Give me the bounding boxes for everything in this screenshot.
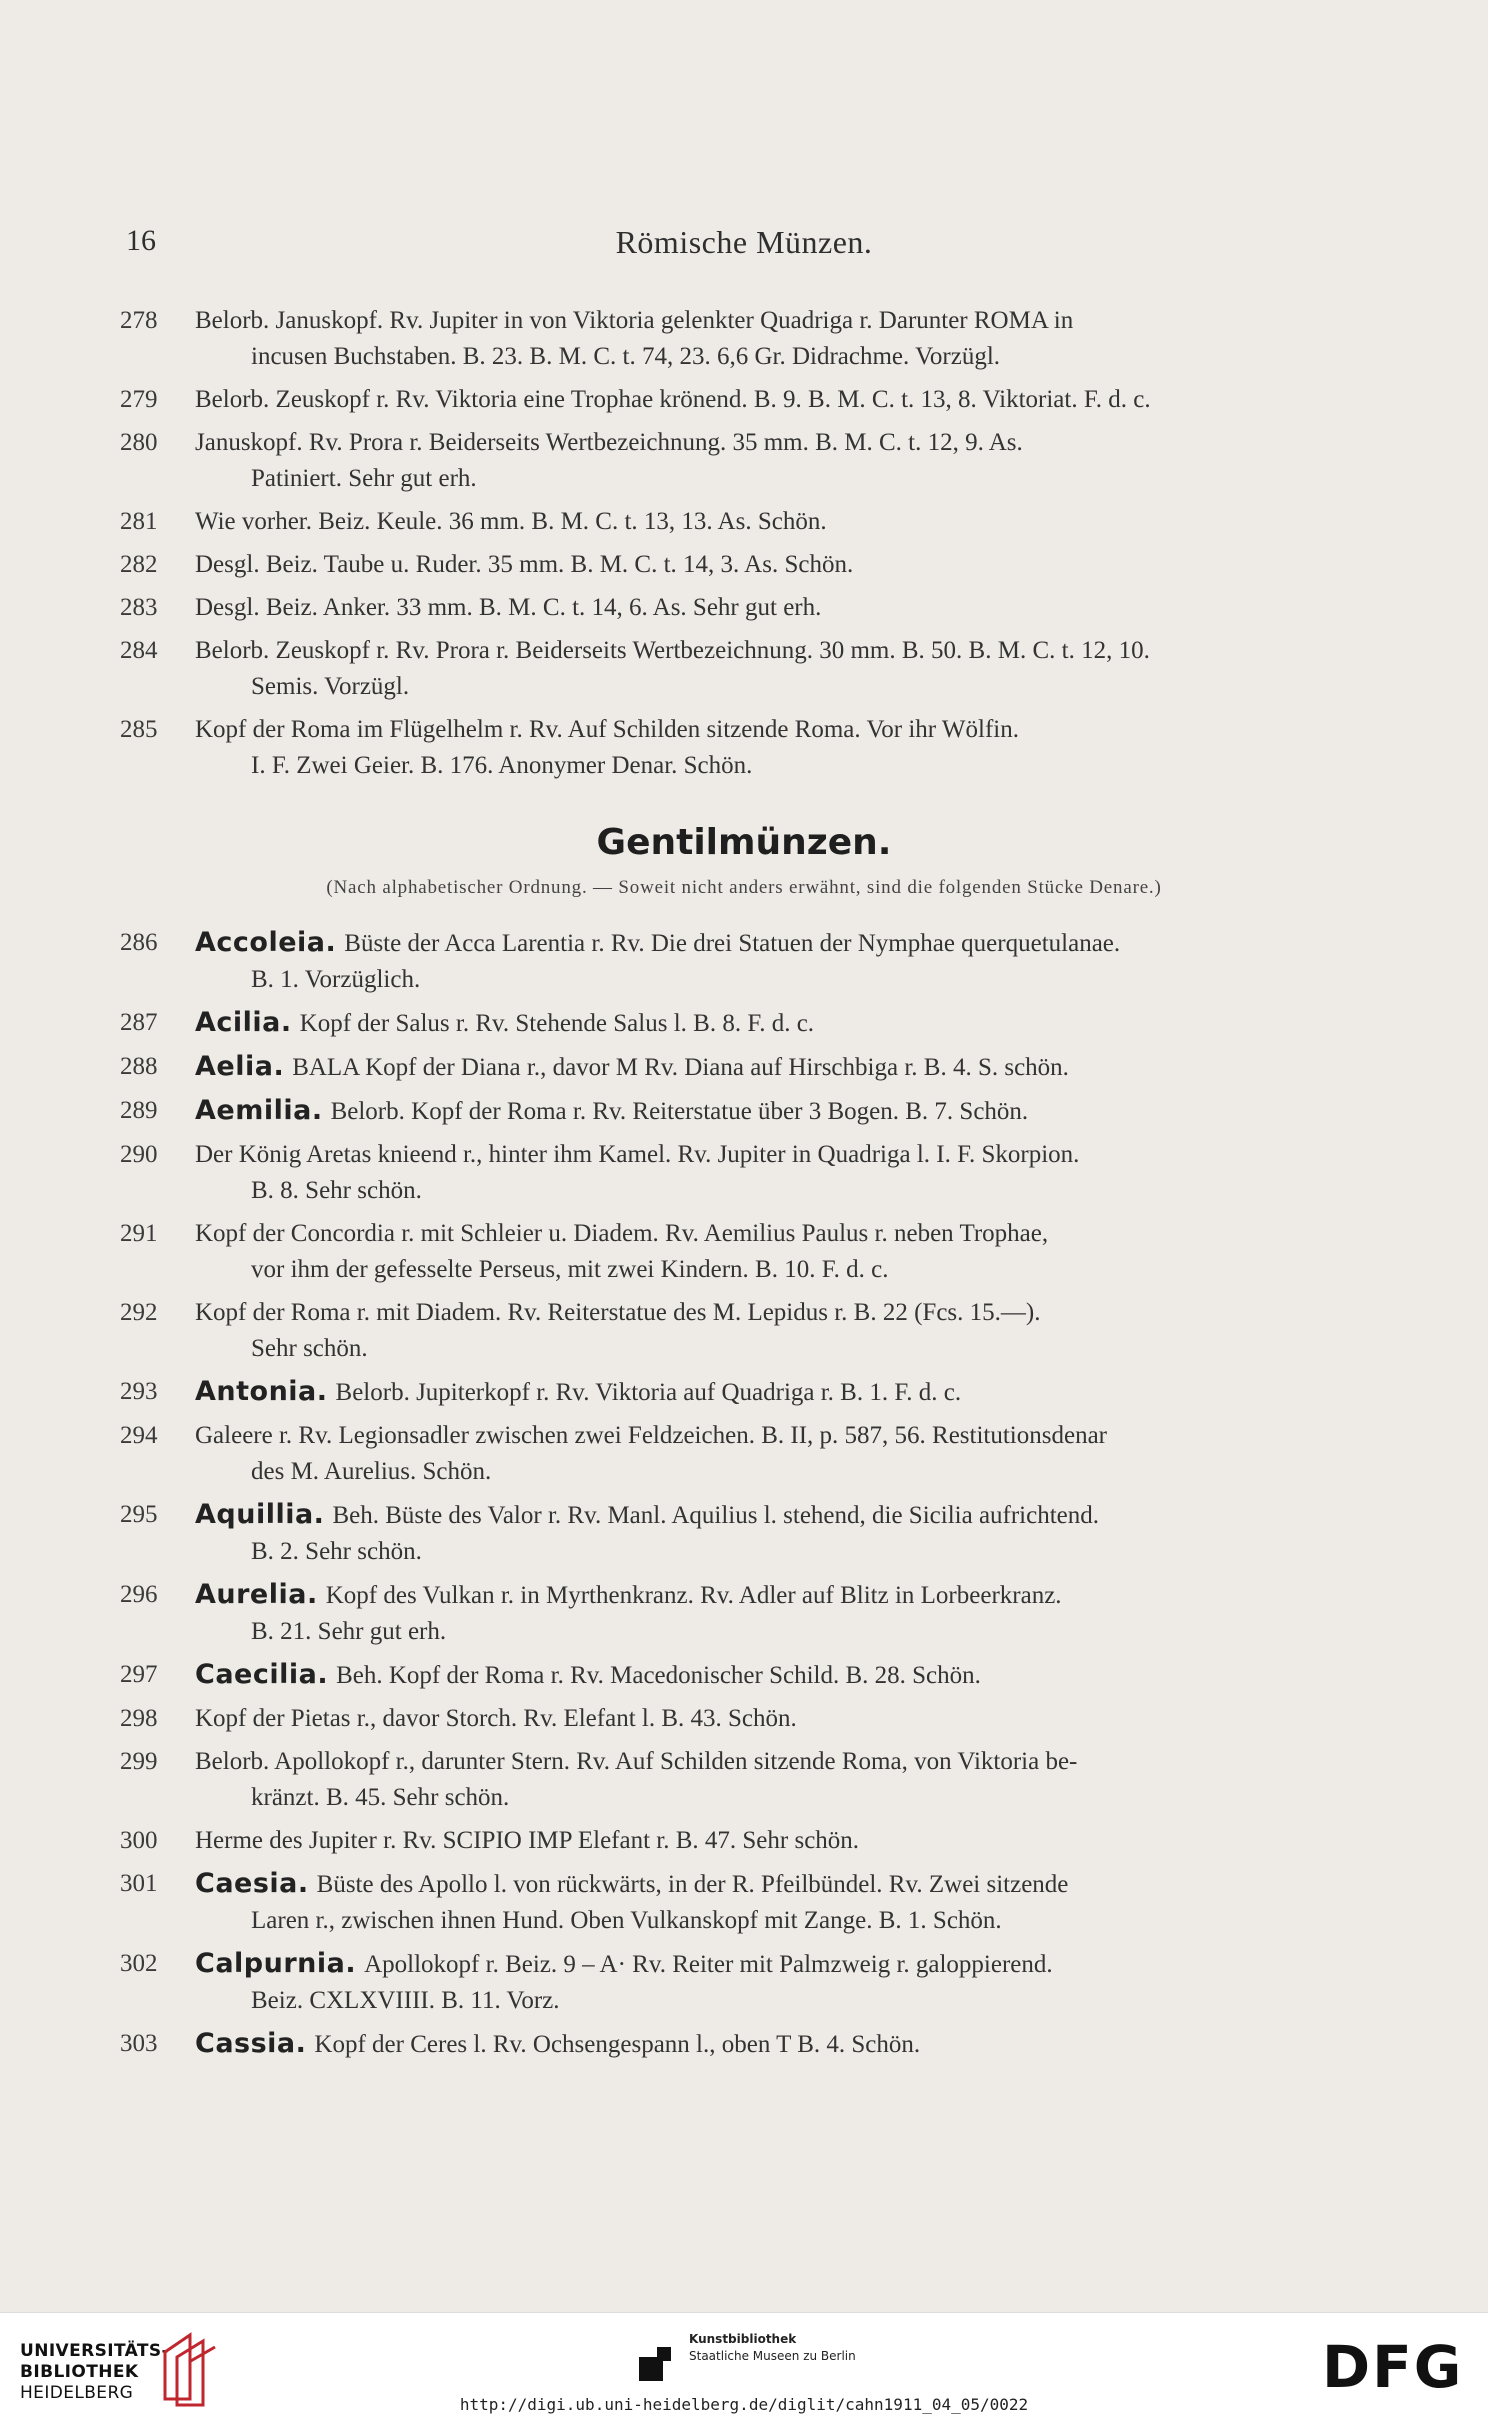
- entry-line: [195, 307, 1073, 334]
- entry-line-text: Beiz. CXLXVIIII. B. 11. Vorz.: [251, 1987, 560, 2014]
- entry-line: [195, 1220, 1048, 1247]
- entry-number: 288: [120, 1053, 158, 1080]
- entry-text: [195, 1049, 1385, 1086]
- entry-line-text: Kopf der Concordia r. mit Schleier u. Diadem. Rv. Aemilius Paulus r. neben Trophae,: [195, 1220, 1049, 1247]
- catalog-entry: [120, 712, 1385, 784]
- entry-number: 294: [120, 1422, 158, 1449]
- entry-line: [195, 716, 1019, 743]
- entry-line-text: Januskopf. Rv. Prora r. Beiderseits Wertbezeichnung. 35 mm. B. M. C. t. 12, 9. As.: [195, 429, 1023, 456]
- entry-line: [195, 637, 1150, 664]
- catalog-entry: [120, 2026, 1385, 2063]
- entry-line: [195, 1579, 1062, 1610]
- entry-line-text: Desgl. Beiz. Taube u. Ruder. 35 mm. B. M. C. t. 14, 3. As. Schön.: [195, 551, 854, 578]
- entry-line: [195, 927, 1121, 958]
- catalog-entry: [120, 1701, 1385, 1737]
- entry-number: 290: [120, 1141, 158, 1168]
- entry-line: [195, 386, 1151, 413]
- entry-line: [195, 551, 853, 578]
- entry-line-text: B. 1. Vorzüglich.: [251, 966, 421, 993]
- entry-line-text: Der König Aretas knieend r., hinter ihm Kamel. Rv. Jupiter in Quadriga l. I. F. Skorpion.: [195, 1141, 1080, 1168]
- catalog-entry: [120, 1577, 1385, 1650]
- entry-line-text: I. F. Zwei Geier. B. 176. Anonymer Denar. Schön.: [251, 752, 753, 779]
- entry-number: 278: [120, 307, 158, 334]
- entry-number: 300: [120, 1827, 158, 1854]
- entry-line: [195, 1141, 1079, 1168]
- entry-line-text: kränzt. B. 45. Sehr schön.: [251, 1784, 510, 1811]
- catalog-entry: [120, 1497, 1385, 1570]
- ub-logo-line: BIBLIOTHEK: [20, 2362, 139, 2382]
- entry-text: [195, 590, 1385, 626]
- entry-line-text: Desgl. Beiz. Anker. 33 mm. B. M. C. t. 14, 6. As. Sehr gut erh.: [195, 594, 822, 621]
- entry-line-text: Wie vorher. Beiz. Keule. 36 mm. B. M. C. t. 13, 13. As. Schön.: [195, 508, 827, 535]
- family-name: Aelia.: [195, 1051, 285, 1082]
- entry-line: [195, 1659, 981, 1690]
- family-name: Caecilia.: [195, 1659, 329, 1690]
- entry-text: [195, 712, 1385, 784]
- entry-line-text: Beh. Büste des Valor r. Rv. Manl. Aquilius l. stehend, die Sicilia aufrichtend.: [332, 1502, 1100, 1529]
- family-name: Caesia.: [195, 1868, 309, 1899]
- entry-text: [195, 1093, 1385, 1130]
- catalog-entry: [120, 1093, 1385, 1130]
- entry-number: 297: [120, 1661, 158, 1688]
- catalog-entry: [120, 1137, 1385, 1209]
- entry-line-text: Kopf der Roma im Flügelhelm r. Rv. Auf Schilden sitzende Roma. Vor ihr Wölfin.: [195, 716, 1019, 743]
- entry-line: [195, 1948, 1053, 1979]
- entry-line-text: Büste des Apollo l. von rückwärts, in der R. Pfeilbündel. Rv. Zwei sitzende: [316, 1871, 1069, 1898]
- entry-line: [195, 1376, 962, 1407]
- entry-number: 289: [120, 1097, 158, 1124]
- catalog-list-gentile-coins: [120, 925, 1385, 2070]
- entry-number: 292: [120, 1299, 158, 1326]
- catalog-entry: [120, 1744, 1385, 1816]
- entry-line: [195, 429, 1023, 456]
- entry-line-text: Belorb. Zeuskopf r. Rv. Prora r. Beiderseits Wertbezeichnung. 30 mm. B. 50. B. M. C. t. 12, 10.: [195, 637, 1150, 664]
- entry-text: [195, 425, 1385, 497]
- entry-number: 279: [120, 386, 158, 413]
- ub-logo-line: UNIVERSITÄTS-: [20, 2341, 169, 2361]
- page-url[interactable]: http://digi.ub.uni-heidelberg.de/diglit/cahn1911_04_05/0022: [459, 2395, 1029, 2414]
- entry-number: 286: [120, 929, 158, 956]
- entry-line: [195, 1868, 1069, 1899]
- kunstbibliothek-icon: [635, 2343, 679, 2387]
- entry-line-text: Herme des Jupiter r. Rv. SCIPIO IMP Elefant r. B. 47. Sehr schön.: [195, 1827, 860, 1854]
- entry-text: [195, 303, 1385, 375]
- entry-number: 283: [120, 594, 158, 621]
- catalog-entry: [120, 925, 1385, 998]
- entry-line-text: Belorb. Kopf der Roma r. Rv. Reiterstatue über 3 Bogen. B. 7. Schön.: [330, 1098, 1029, 1125]
- entry-text: [195, 2026, 1385, 2063]
- catalog-entry: [120, 590, 1385, 626]
- entry-number: 295: [120, 1501, 158, 1528]
- entry-text: [195, 1744, 1385, 1816]
- family-name: Accoleia.: [195, 927, 337, 958]
- entry-line: [195, 1095, 1029, 1126]
- catalog-entry: [120, 1295, 1385, 1367]
- entry-line: [195, 1007, 815, 1038]
- entry-line-text: Belorb. Zeuskopf r. Rv. Viktoria eine Trophae krönend. B. 9. B. M. C. t. 13, 8. Viktoriat. F. d. c.: [195, 386, 1151, 413]
- entry-text: [195, 547, 1385, 583]
- running-title: Römische Münzen.: [615, 224, 873, 260]
- entry-text: [195, 504, 1385, 540]
- entry-line-text: BALA Kopf der Diana r., davor M Rv. Diana auf Hirschbiga r. B. 4. S. schön.: [292, 1054, 1069, 1081]
- entry-line: [195, 1051, 1069, 1082]
- family-name: Acilia.: [195, 1007, 292, 1038]
- entry-line: [195, 1299, 1040, 1326]
- entry-line-text: Kopf der Pietas r., davor Storch. Rv. Elefant l. B. 43. Schön.: [195, 1705, 797, 1732]
- entry-text: [195, 925, 1385, 998]
- entry-line-text: des M. Aurelius. Schön.: [251, 1458, 492, 1485]
- entry-line: [195, 2028, 921, 2059]
- catalog-entry: [120, 1946, 1385, 2019]
- catalog-entry: [120, 425, 1385, 497]
- entry-text: [195, 1005, 1385, 1042]
- entry-number: 296: [120, 1581, 158, 1608]
- entry-text: [195, 1577, 1385, 1650]
- family-name: Aquillia.: [195, 1499, 325, 1530]
- catalog-entry: [120, 1866, 1385, 1939]
- entry-number: 287: [120, 1009, 158, 1036]
- catalog-entry: [120, 1005, 1385, 1042]
- entry-text: [195, 1216, 1385, 1288]
- entry-number: 291: [120, 1220, 158, 1247]
- entry-line-text: Belorb. Jupiterkopf r. Rv. Viktoria auf Quadriga r. B. 1. F. d. c.: [335, 1379, 962, 1406]
- entry-line-text: vor ihm der gefesselte Perseus, mit zwei Kindern. B. 10. F. d. c.: [251, 1256, 889, 1283]
- kunstbibliothek-label[interactable]: [689, 2331, 856, 2365]
- entry-text: [195, 382, 1385, 418]
- entry-line-text: Kopf der Ceres l. Rv. Ochsengespann l., oben T B. 4. Schön.: [314, 2031, 921, 2058]
- entry-number: 302: [120, 1950, 158, 1977]
- entry-line-text: Laren r., zwischen ihnen Hund. Oben Vulkanskopf mit Zange. B. 1. Schön.: [251, 1907, 1002, 1934]
- entry-text: [195, 1137, 1385, 1209]
- catalog-entry: [120, 1049, 1385, 1086]
- section-heading: Gentilmünzen.: [596, 822, 892, 863]
- catalog-entry: [120, 1823, 1385, 1859]
- entry-line-text: B. 2. Sehr schön.: [251, 1538, 422, 1565]
- entry-line-text: Apollokopf r. Beiz. 9 – A· Rv. Reiter mit Palmzweig r. galoppierend.: [364, 1951, 1053, 1978]
- entry-line-text: B. 8. Sehr schön.: [251, 1177, 422, 1204]
- kb-subtitle: Staatliche Museen zu Berlin: [689, 2349, 856, 2363]
- entry-line: [195, 1748, 1077, 1775]
- entry-text: [195, 1295, 1385, 1367]
- catalog-entry: [120, 547, 1385, 583]
- catalog-entry: [120, 1216, 1385, 1288]
- entry-number: 298: [120, 1705, 158, 1732]
- entry-text: [195, 1418, 1385, 1490]
- entry-line-text: Kopf der Salus r. Rv. Stehende Salus l. B. 8. F. d. c.: [299, 1010, 815, 1037]
- entry-text: [195, 1946, 1385, 2019]
- entry-line-text: Belorb. Apollokopf r., darunter Stern. Rv. Auf Schilden sitzende Roma, von Viktoria be-: [195, 1748, 1078, 1775]
- entry-text: [195, 1657, 1385, 1694]
- entry-line: [195, 1705, 797, 1732]
- entry-line-text: Belorb. Januskopf. Rv. Jupiter in von Viktoria gelenkter Quadriga r. Darunter ROMA in: [195, 307, 1074, 334]
- catalog-entry: [120, 504, 1385, 540]
- family-name: Cassia.: [195, 2028, 307, 2059]
- catalog-entry: [120, 1418, 1385, 1490]
- entry-line: [195, 1422, 1107, 1449]
- entry-text: [195, 1497, 1385, 1570]
- catalog-entry: [120, 382, 1385, 418]
- entry-number: 303: [120, 2030, 158, 2057]
- entry-number: 301: [120, 1870, 158, 1897]
- entry-line-text: Beh. Kopf der Roma r. Rv. Macedonischer Schild. B. 28. Schön.: [336, 1662, 981, 1689]
- entry-text: [195, 1823, 1385, 1859]
- entry-line-text: Kopf des Vulkan r. in Myrthenkranz. Rv. Adler auf Blitz in Lorbeerkranz.: [325, 1582, 1062, 1609]
- kb-name: Kunstbibliothek: [689, 2332, 797, 2346]
- page-header: [0, 224, 1488, 264]
- family-name: Aemilia.: [195, 1095, 323, 1126]
- entry-line-text: Sehr schön.: [251, 1335, 368, 1362]
- catalog-entry: [120, 303, 1385, 375]
- entry-text: [195, 1701, 1385, 1737]
- family-name: Calpurnia.: [195, 1948, 357, 1979]
- entry-line-text: Kopf der Roma r. mit Diadem. Rv. Reiterstatue des M. Lepidus r. B. 22 (Fcs. 15.—).: [195, 1299, 1041, 1326]
- page-number: 16: [126, 224, 156, 257]
- entry-line-text: Semis. Vorzügl.: [251, 673, 410, 700]
- entry-line-text: incusen Buchstaben. B. 23. B. M. C. t. 74, 23. 6,6 Gr. Didrachme. Vorzügl.: [251, 343, 1001, 370]
- entry-number: 293: [120, 1378, 158, 1405]
- entry-number: 280: [120, 429, 158, 456]
- entry-line: [195, 1827, 859, 1854]
- entry-number: 282: [120, 551, 158, 578]
- entry-text: [195, 1866, 1385, 1939]
- section-note: (Nach alphabetischer Ordnung. — Soweit nicht anders erwähnt, sind die folgenden Stücke Denare.): [326, 877, 1162, 898]
- entry-line-text: Patiniert. Sehr gut erh.: [251, 465, 477, 492]
- dfg-logo[interactable]: DFG: [1322, 2333, 1464, 2401]
- entry-text: [195, 1374, 1385, 1411]
- family-name: Antonia.: [195, 1376, 328, 1407]
- entry-line: [195, 1499, 1100, 1530]
- catalog-entry: [120, 1374, 1385, 1411]
- ub-logo-line: HEIDELBERG: [20, 2383, 134, 2403]
- catalog-entry: [120, 633, 1385, 705]
- entry-number: 284: [120, 637, 158, 664]
- entry-number: 281: [120, 508, 158, 535]
- entry-line-text: Galeere r. Rv. Legionsadler zwischen zwei Feldzeichen. B. II, p. 587, 56. Restitutionsdenar: [195, 1422, 1107, 1449]
- catalog-list-roman-coins: [120, 303, 1385, 791]
- family-name: Aurelia.: [195, 1579, 318, 1610]
- entry-line-text: Büste der Acca Larentia r. Rv. Die drei Statuen der Nymphae querquetulanae.: [344, 930, 1121, 957]
- entry-line: [195, 508, 827, 535]
- footer-bar: [0, 2312, 1488, 2423]
- entry-number: 299: [120, 1748, 158, 1775]
- entry-number: 285: [120, 716, 158, 743]
- catalog-entry: [120, 1657, 1385, 1694]
- entry-line-text: B. 21. Sehr gut erh.: [251, 1618, 447, 1645]
- entry-text: [195, 633, 1385, 705]
- entry-line: [195, 594, 821, 621]
